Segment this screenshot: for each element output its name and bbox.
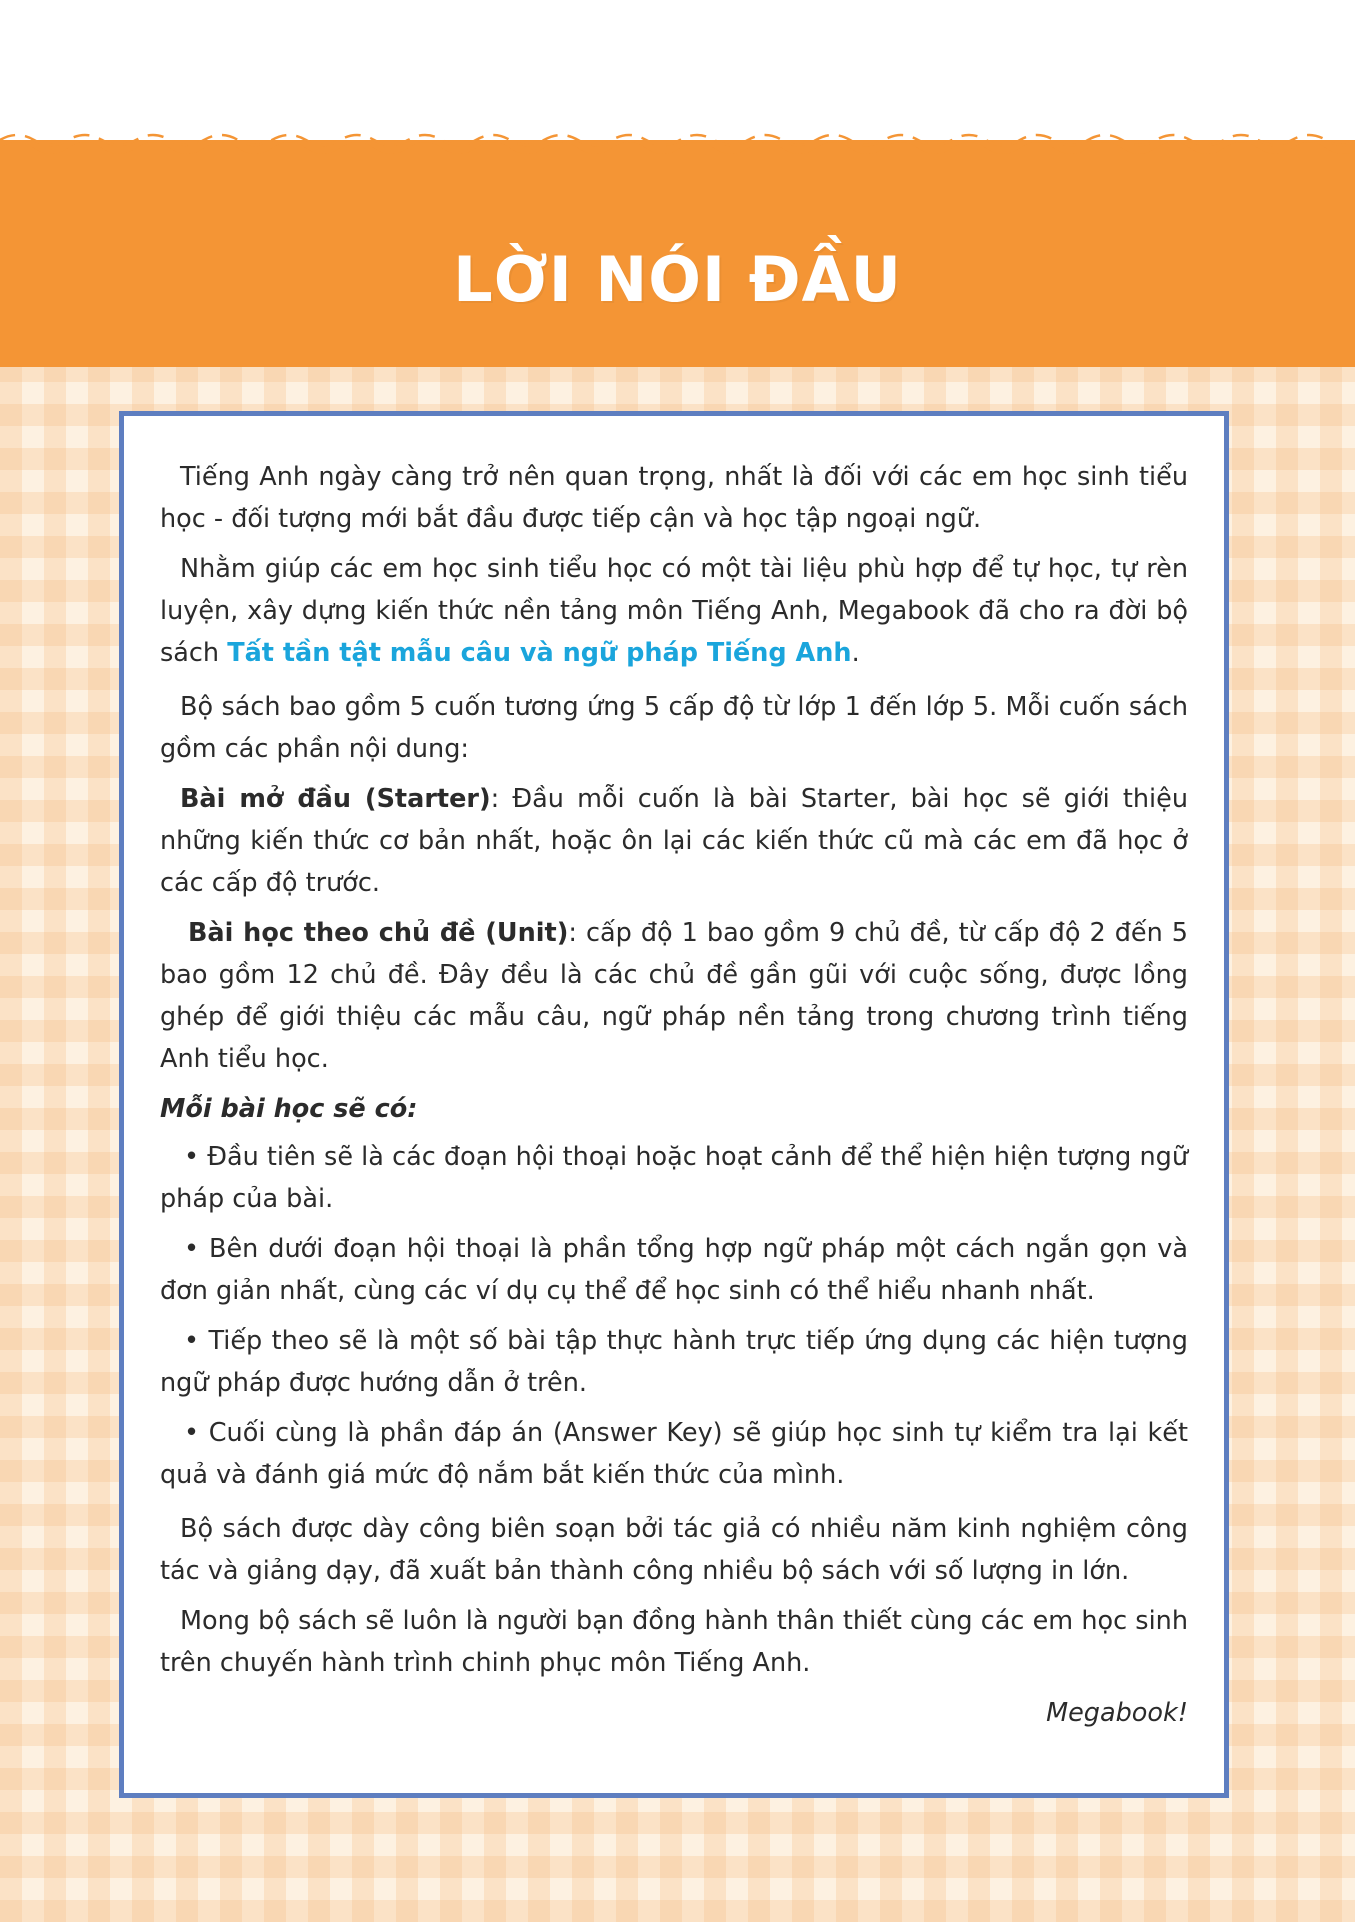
purpose-text: Nhằm giúp các em học sinh tiểu học có một tài liệu phù hợp để tự học, tự rèn luyện, xây dựng kiến thức nền tảng môn Tiếng Anh, Megabook đã cho ra đời bộ sách <box>160 554 1188 668</box>
preface-content-box <box>119 411 1229 1798</box>
signature: Megabook! <box>1046 1698 1188 1728</box>
lesson-heading: Mỗi bài học sẽ có: <box>160 1094 418 1124</box>
wavy-border <box>0 128 1355 168</box>
unit-text: : cấp độ 1 bao gồm 9 chủ đề, từ cấp độ 2 đến 5 bao gồm 12 chủ đề. Đây đều là các chủ đề gần gũi với cuộc sống, được lồng ghép để giới thiệu các mẫu câu, ngữ pháp nền tảng trong chương trình tiếng Anh tiểu học. <box>160 918 1188 1074</box>
lesson-bullet: • Bên dưới đoạn hội thoại là phần tổng hợp ngữ pháp một cách ngắn gọn và đơn giản nhất, cùng các ví dụ cụ thể để học sinh có thể hiểu nhanh nhất. <box>160 1234 1188 1306</box>
unit-label: Bài học theo chủ đề (Unit) <box>188 918 569 948</box>
starter-label: Bài mở đầu (Starter) <box>180 784 491 814</box>
starter-paragraph <box>160 778 1188 904</box>
lesson-bullet: • Đầu tiên sẽ là các đoạn hội thoại hoặc hoạt cảnh để thể hiện hiện tượng ngữ pháp của bài. <box>160 1142 1188 1214</box>
series-paragraph: Bộ sách bao gồm 5 cuốn tương ứng 5 cấp độ từ lớp 1 đến lớp 5. Mỗi cuốn sách gồm các phần nội dung: <box>160 692 1188 764</box>
purpose-paragraph <box>160 548 1188 674</box>
book-title-highlight: Tất tần tật mẫu câu và ngữ pháp Tiếng Anh <box>227 638 852 668</box>
lesson-bullet: • Tiếp theo sẽ là một số bài tập thực hành trực tiếp ứng dụng các hiện tượng ngữ pháp được hướng dẫn ở trên. <box>160 1326 1188 1398</box>
intro-paragraph: Tiếng Anh ngày càng trở nên quan trọng, nhất là đối với các em học sinh tiểu học - đối tượng mới bắt đầu được tiếp cận và học tập ngoại ngữ. <box>160 462 1188 534</box>
purpose-end: . <box>851 638 860 668</box>
unit-paragraph <box>160 912 1188 1080</box>
author-paragraph: Bộ sách được dày công biên soạn bởi tác giả có nhiều năm kinh nghiệm công tác và giảng dạy, đã xuất bản thành công nhiều bộ sách với số lượng in lớn. <box>160 1514 1188 1586</box>
page-title: LỜI NÓI ĐẦU <box>453 243 902 316</box>
closing-paragraph: Mong bộ sách sẽ luôn là người bạn đồng hành thân thiết cùng các em học sinh trên chuyến hành trình chinh phục môn Tiếng Anh. <box>160 1606 1188 1678</box>
starter-text: : Đầu mỗi cuốn là bài Starter, bài học sẽ giới thiệu những kiến thức cơ bản nhất, hoặc ôn lại các kiến thức cũ mà các em đã học ở các cấp độ trước. <box>160 784 1188 898</box>
lesson-bullet: • Cuối cùng là phần đáp án (Answer Key) sẽ giúp học sinh tự kiểm tra lại kết quả và đánh giá mức độ nắm bắt kiến thức của mình. <box>160 1418 1188 1490</box>
